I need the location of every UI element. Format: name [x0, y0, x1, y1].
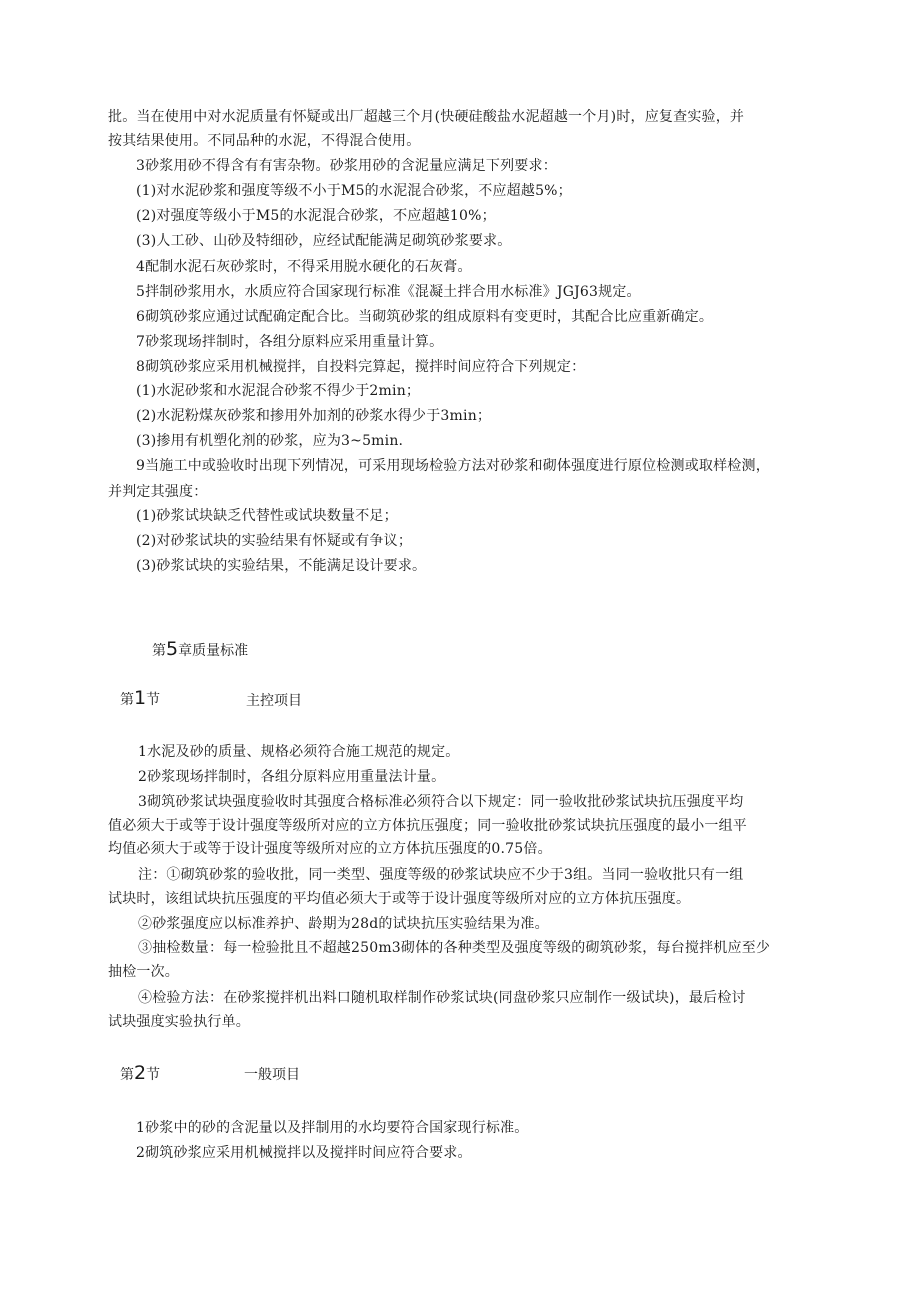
- section-heading: [120, 1062, 160, 1086]
- list-item: (3)砂浆试块的实验结果，不能满足设计要求。: [136, 558, 427, 574]
- note-line: 试块时，该组试块抗压强度的平均值必须大于或等于设计强度等级所对应的立方体抗压强度。: [108, 891, 691, 907]
- chapter-prefix: 第: [152, 643, 166, 659]
- list-item: 2砌筑砂浆应采用机械搅拌以及搅拌时间应符合要求。: [136, 1145, 472, 1161]
- list-item: 2砂浆现场拌制时，各组分原料应用重量法计量。: [138, 769, 446, 785]
- note-line: 注：①砌筑砂浆的验收批，同一类型、强度等级的砂浆试块应不少于3组。当同一验收批只有一组: [138, 867, 744, 883]
- section-prefix: 第: [120, 1067, 134, 1083]
- section-prefix: 第: [120, 692, 134, 708]
- list-item: 4配制水泥石灰砂浆时，不得采用脱水硬化的石灰膏。: [136, 259, 472, 275]
- list-item: (2)对强度等级小于M5的水泥混合砂浆，不应超越10%；: [136, 208, 496, 224]
- list-item: 5拌制砂浆用水，水质应符合国家现行标准《混凝土拌合用水标准》JGJ63规定。: [136, 284, 641, 300]
- section-title: 主控项目: [246, 693, 302, 709]
- list-item: 9当施工中或验收时出现下列情况，可采用现场检验方法对砂浆和砌体强度进行原位检测或取样检测，: [136, 458, 770, 474]
- note-line: ③抽检数量：每一检验批且不超越250m3砌体的各种类型及强度等级的砌筑砂浆，每台搅拌机应至少: [138, 940, 771, 956]
- note-line: ④检验方法：在砂浆搅拌机出料口随机取样制作砂浆试块(同盘砂浆只应制作一级试块)，最后检讨: [138, 990, 746, 1006]
- section-heading: [120, 687, 160, 711]
- section-suffix: 节: [146, 692, 161, 708]
- chapter-heading: [152, 638, 248, 662]
- note-line: 试块强度实验执行单。: [108, 1014, 250, 1030]
- note-line: 抽检一次。: [108, 964, 179, 980]
- list-item: (1)对水泥砂浆和强度等级不小于M5的水泥混合砂浆，不应超越5%；: [136, 183, 572, 199]
- section-number: 2: [134, 1062, 147, 1084]
- chapter-title: 章质量标准: [178, 643, 249, 659]
- list-item: 7砂浆现场拌制时，各组分原料应采用重量计算。: [136, 334, 444, 350]
- list-item: (1)水泥砂浆和水泥混合砂浆不得少于2min；: [136, 383, 421, 399]
- list-item: (2)水泥粉煤灰砂浆和掺用外加剂的砂浆水得少于3min；: [136, 408, 492, 424]
- body-line: 批。当在使用中对水泥质量有怀疑或出厂超越三个月(快硬硅酸盐水泥超越一个月)时，应复查实验，并: [108, 109, 745, 125]
- list-item: 1水泥及砂的质量、规格必须符合施工规范的规定。: [138, 744, 460, 760]
- list-item: 3砂浆用砂不得含有有害杂物。砂浆用砂的含泥量应满足下列要求：: [136, 158, 557, 174]
- body-line: 均值必须大于或等于设计强度等级所对应的立方体抗压强度的0.75倍。: [108, 841, 552, 857]
- list-item: (2)对砂浆试块的实验结果有怀疑或有争议；: [136, 533, 413, 549]
- list-item: 1砂浆中的砂的含泥量以及拌制用的水均要符合国家现行标准。: [136, 1120, 529, 1136]
- body-line: 值必须大于或等于设计强度等级所对应的立方体抗压强度；同一验收批砂浆试块抗压强度的最小一组平: [108, 818, 747, 834]
- section-title: 一般项目: [244, 1067, 300, 1083]
- body-line: 并判定其强度：: [108, 484, 208, 500]
- list-item: 6砌筑砂浆应通过试配确定配合比。当砌筑砂浆的组成原料有变更时，其配合比应重新确定。: [136, 309, 714, 325]
- list-item: 3砌筑砂浆试块强度验收时其强度合格标准必须符合以下规定：同一验收批砂浆试块抗压强度平均: [138, 794, 744, 810]
- list-item: (1)砂浆试块缺乏代替性或试块数量不足；: [136, 508, 398, 524]
- list-item: (3)人工砂、山砂及特细砂，应经试配能满足砌筑砂浆要求。: [136, 233, 512, 249]
- section-number: 1: [134, 687, 147, 709]
- chapter-number: 5: [166, 638, 179, 660]
- list-item: (3)掺用有机塑化剂的砂浆，应为3~5min.: [136, 433, 404, 449]
- section-suffix: 节: [146, 1067, 161, 1083]
- list-item: 8砌筑砂浆应采用机械搅拌，自投料完算起，搅拌时间应符合下列规定：: [136, 359, 586, 375]
- body-line: 按其结果使用。不同品种的水泥，不得混合使用。: [108, 133, 421, 149]
- note-line: ②砂浆强度应以标准养护、龄期为28d的试块抗压实验结果为准。: [138, 916, 549, 932]
